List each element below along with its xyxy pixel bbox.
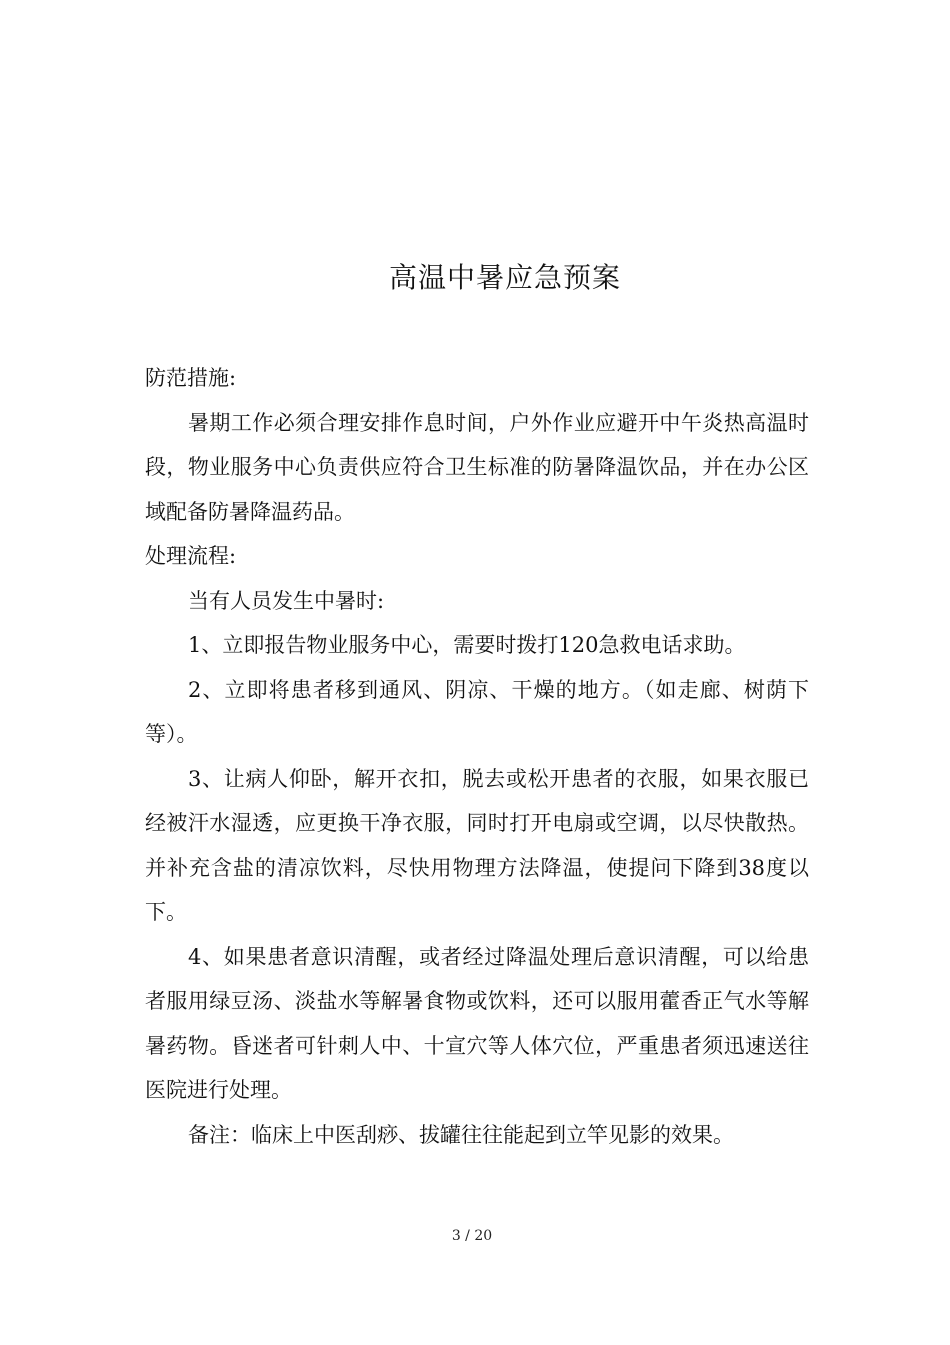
document-body [145, 356, 809, 1157]
step-2: 2、立即将患者移到通风、阴凉、干燥的地方。（如走廊、树荫下等）。 [145, 677, 809, 746]
paragraph-prevention: 暑期工作必须合理安排作息时间，户外作业应避开中午炎热高温时段，物业服务中心负责供应符合卫生标准的防暑降温饮品，并在办公区域配备防暑降温药品。 [145, 410, 809, 524]
page-number: 3 / 20 [451, 1228, 493, 1244]
step-4: 4、如果患者意识清醒，或者经过降温处理后意识清醒，可以给患者服用绿豆汤、淡盐水等解暑食物或饮料，还可以服用藿香正气水等解暑药物。昏迷者可针刺人中、十宣穴等人体穴位，严重患者须迅速送往医院进行处理。 [145, 944, 809, 1102]
section-heading-procedure: 处理流程: [145, 544, 237, 568]
paragraph-intro: 当有人员发生中暑时: [188, 588, 385, 613]
section-heading-prevention: 防范措施: [145, 366, 237, 390]
remark: 备注：临床上中医刮痧、拔罐往往能起到立竿见影的效果。 [188, 1122, 734, 1147]
document-title: 高温中暑应急预案 [388, 261, 621, 294]
step-1: 1、立即报告物业服务中心，需要时拨打120急救电话求助。 [188, 633, 746, 657]
step-3: 3、让病人仰卧，解开衣扣，脱去或松开患者的衣服，如果衣服已经被汗水湿透，应更换干净衣服，同时打开电扇或空调，以尽快散热。并补充含盐的清凉饮料，尽快用物理方法降温，使提问下降到38度以下。 [145, 766, 809, 924]
